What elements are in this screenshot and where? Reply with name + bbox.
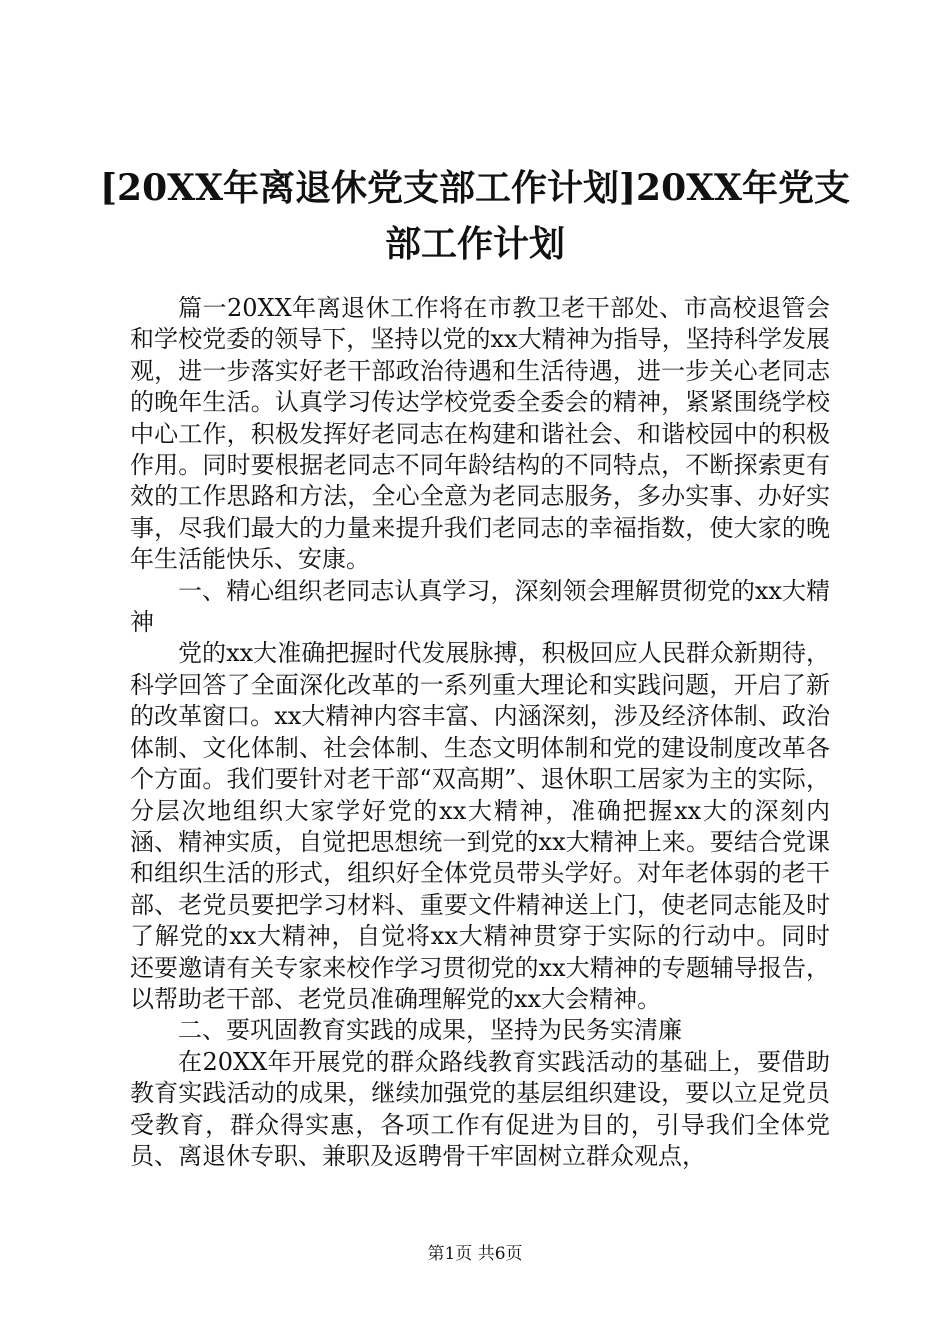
paragraph-section-2: 在20XX年开展党的群众路线教育实践活动的基础上，要借助教育实践活动的成果，继续加强党的基层组织建设，要以立足党员受教育，群众得实惠，各项工作有促进为目的，引导我们全体党员、离退休专职、兼职及返聘骨干牢固树立群众观点， <box>130 1047 830 1170</box>
document-title: [20XX年离退休党支部工作计划]20XX年党支部工作计划 <box>100 167 850 265</box>
document-body <box>130 293 830 1172</box>
page-number-footer: 第1页 共6页 <box>427 1244 523 1264</box>
section-heading-2: 二、要巩固教育实践的成果，坚持为民务实清廉 <box>178 1016 682 1045</box>
paragraph-section-1: 党的xx大准确把握时代发展脉搏，积极回应人民群众新期待，科学回答了全面深化改革的一系列重大理论和实践问题，开启了新的改革窗口。xx大精神内容丰富、内涵深刻，涉及经济体制、政治体制、文化体制、社会体制、生态文明体制和党的建设制度改革各个方面。我们要针对老干部“双高期”、退休职工居家为主的实际，分层次地组织大家学好党的xx大精神，准确把握xx大的深刻内涵、精神实质，自觉把思想统一到党的xx大精神上来。要结合党课和组织生活的形式，组织好全体党员带头学好。对年老体弱的老干部、老党员要把学习材料、重要文件精神送上门，使老同志能及时了解党的xx大精神，自觉将xx大精神贯穿于实际的行动中。同时还要邀请有关专家来校作学习贯彻党的xx大精神的专题辅导报告，以帮助老干部、老党员准确理解党的xx大会精神。 <box>130 639 830 1013</box>
section-heading-1: 一、精心组织老同志认真学习，深刻领会理解贯彻党的xx大精神 <box>130 576 830 637</box>
paragraph-intro: 篇一20XX年离退休工作将在市教卫老干部处、市高校退管会和学校党委的领导下，坚持以党的xx大精神为指导，坚持科学发展观，进一步落实好老干部政治待遇和生活待遇，进一步关心老同志的晚年生活。认真学习传达学校党委全委会的精神，紧紧围绕学校中心工作，积极发挥好老同志在构建和谐社会、和谐校园中的积极作用。同时要根据老同志不同年龄结构的不同特点，不断探索更有效的工作思路和方法，全心全意为老同志服务，多办实事、办好实事，尽我们最大的力量来提升我们老同志的幸福指数，使大家的晚年生活能快乐、安康。 <box>130 294 830 574</box>
